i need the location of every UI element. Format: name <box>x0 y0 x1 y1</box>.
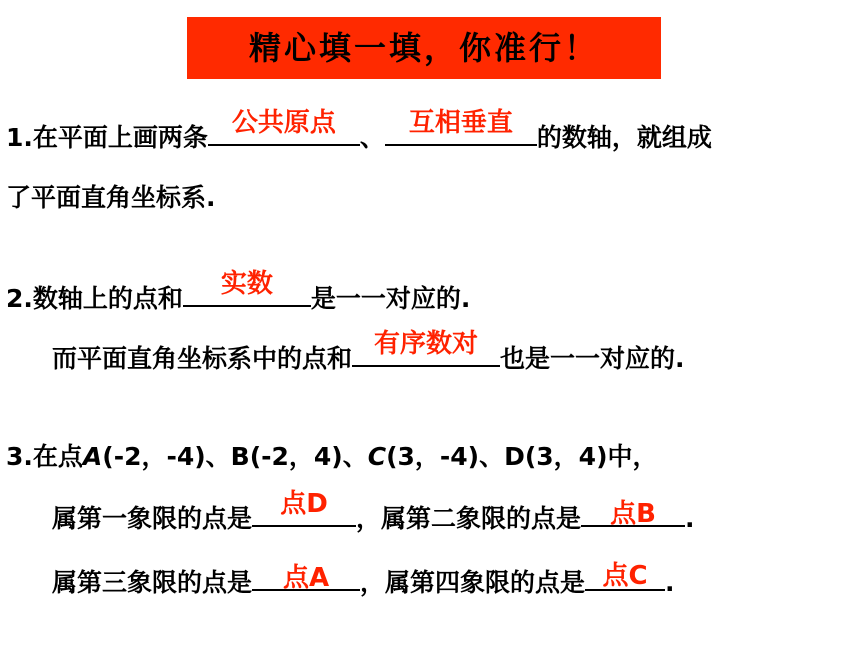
q1-answer-1: 公共原点 <box>231 108 336 138</box>
q2-line2-suffix: 也是一一对应的. <box>500 344 685 373</box>
q2-blank-2 <box>352 329 500 367</box>
question-1-line-1 <box>6 108 712 156</box>
q3-c-coords: (3，-4)、D(3，4)中， <box>386 442 658 471</box>
q3-blank-4 <box>585 561 665 591</box>
q1-prefix: 1.在平面上画两条 <box>6 123 208 152</box>
q3-l3-mid: ，属第四象限的点是 <box>360 568 586 597</box>
q3-l2-prefix: 属第一象限的点是 <box>52 504 253 533</box>
q1-answer-2: 互相垂直 <box>408 108 513 138</box>
q1-separator: 、 <box>359 123 385 152</box>
q3-l2-mid: ，属第二象限的点是 <box>356 504 582 533</box>
q2-blank-1 <box>183 269 311 307</box>
q3-l2-end: . <box>685 504 695 533</box>
q3-a-coords: (-2，-4)、B(-2，4)、 <box>102 442 368 471</box>
q3-point-a: A <box>82 442 103 471</box>
q3-number: 3.在点 <box>6 442 83 471</box>
q1-blank-2 <box>385 108 537 146</box>
q3-l3-end: . <box>665 568 675 597</box>
question-3-line-1 <box>6 437 658 477</box>
question-1-line-2: 了平面直角坐标系. <box>6 183 216 212</box>
q2-answer-2: 有序数对 <box>374 329 479 359</box>
q3-answer-2: 点B <box>610 499 656 529</box>
q3-answer-4: 点C <box>602 561 648 591</box>
q3-answer-1: 点D <box>280 489 328 519</box>
question-2-line-1 <box>6 269 471 317</box>
q2-line2-prefix: 而平面直角坐标系中的点和 <box>52 344 353 373</box>
q1-suffix: 的数轴，就组成 <box>536 123 712 152</box>
q3-blank-2 <box>581 497 685 527</box>
q3-blank-3 <box>252 561 360 591</box>
page-title: 精心填一填，你准行！ <box>248 29 599 67</box>
q3-l3-prefix: 属第三象限的点是 <box>52 568 253 597</box>
question-3-line-2 <box>52 489 695 537</box>
question-3-line-3 <box>52 561 675 601</box>
q2-suffix: 是一一对应的. <box>310 284 471 313</box>
q2-prefix: 2.数轴上的点和 <box>6 284 183 313</box>
q2-answer-1: 实数 <box>220 269 273 299</box>
q1-blank-1 <box>208 108 360 146</box>
q3-blank-1 <box>252 489 356 527</box>
q3-point-c: C <box>367 442 387 471</box>
q3-answer-3: 点A <box>282 563 330 593</box>
question-2-line-2 <box>52 329 685 377</box>
